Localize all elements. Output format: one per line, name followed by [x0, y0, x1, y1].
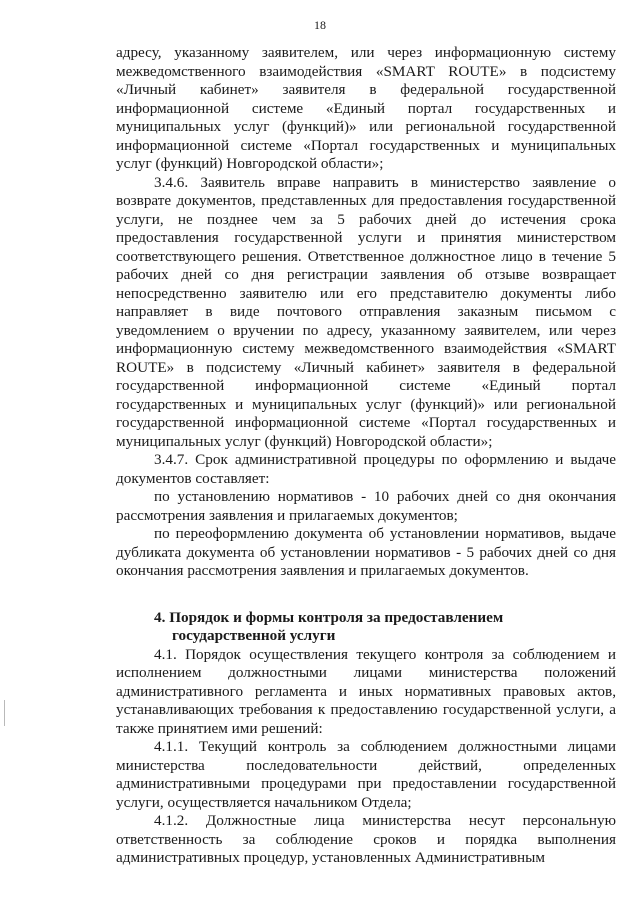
section-heading-line2: государственной услуги [172, 627, 336, 644]
document-body [116, 44, 616, 868]
paragraph-4-1: 4.1. Порядок осуществления текущего контроля за соблюдением и исполнением должностными лицами министерства положений административного регламента и иных нормативных правовых актов, устанавливающих требования к предоставлению государственной услуги, а также принятием ими решений: [116, 645, 616, 737]
paragraph-4-1-1: 4.1.1. Текущий контроль за соблюдением должностными лицами министерства последовательности действий, определенных административными процедурами при предоставлении государственной услуги, осуществляется начальником Отдела; [116, 738, 616, 811]
paragraph-continuation: адресу, указанному заявителем, или через информационную систему межведомственного взаимодействия «SMART ROUTE» в подсистему «Личный кабинет» заявителя в федеральной государственной информационной системе «Единый портал государственных и муниципальных услуг (функций)» или региональной государственной информационной системе «Портал государственных и муниципальных услуг (функций) Новгородской области»; [116, 44, 616, 172]
paragraph-4-1-2: 4.1.2. Должностные лица министерства несут персональную ответственность за соблюдение сроков и порядка выполнения административных процедур, установленных Административным [116, 812, 616, 866]
paragraph-term-reissue: по переоформлению документа об установлении нормативов, выдаче дубликата документа об установлении нормативов - 5 рабочих дней со дня окончания рассмотрения заявления и прилагаемых документов. [116, 525, 616, 579]
scan-margin-mark [4, 700, 5, 726]
paragraph-3-4-6: 3.4.6. Заявитель вправе направить в министерство заявление о возврате документов, представленных для предоставления государственной услуги, не позднее чем за 5 рабочих дней до истечения срока предоставления государственной услуги и принятия министерством соответствующего решения. Ответственное должностное лицо в течение 5 рабочих дней со дня регистрации заявления об отзыве возвращает непосредственно заявителю или его представителю документы либо направляет в виде почтового отправления заказным письмом с уведомлением о вручении по адресу, указанному заявителем, или через информационную систему межведомственного взаимодействия «SMART ROUTE» в подсистему «Личный кабинет» заявителя в федеральной государственной информационной системе «Единый портал государственных и муниципальных услуг (функций)» или региональной государственной информационной системе «Портал государственных и муниципальных услуг (функций) Новгородской области»; [116, 173, 616, 450]
section-heading-line1: 4. Порядок и формы контроля за предоставлением [154, 608, 504, 626]
page-number: 18 [314, 18, 326, 32]
paragraph-3-4-7: 3.4.7. Срок административной процедуры по оформлению и выдаче документов составляет: [116, 451, 616, 487]
paragraph-term-establishment: по установлению нормативов - 10 рабочих дней со дня окончания рассмотрения заявления и прилагаемых документов; [116, 488, 616, 524]
section-heading [116, 609, 616, 646]
